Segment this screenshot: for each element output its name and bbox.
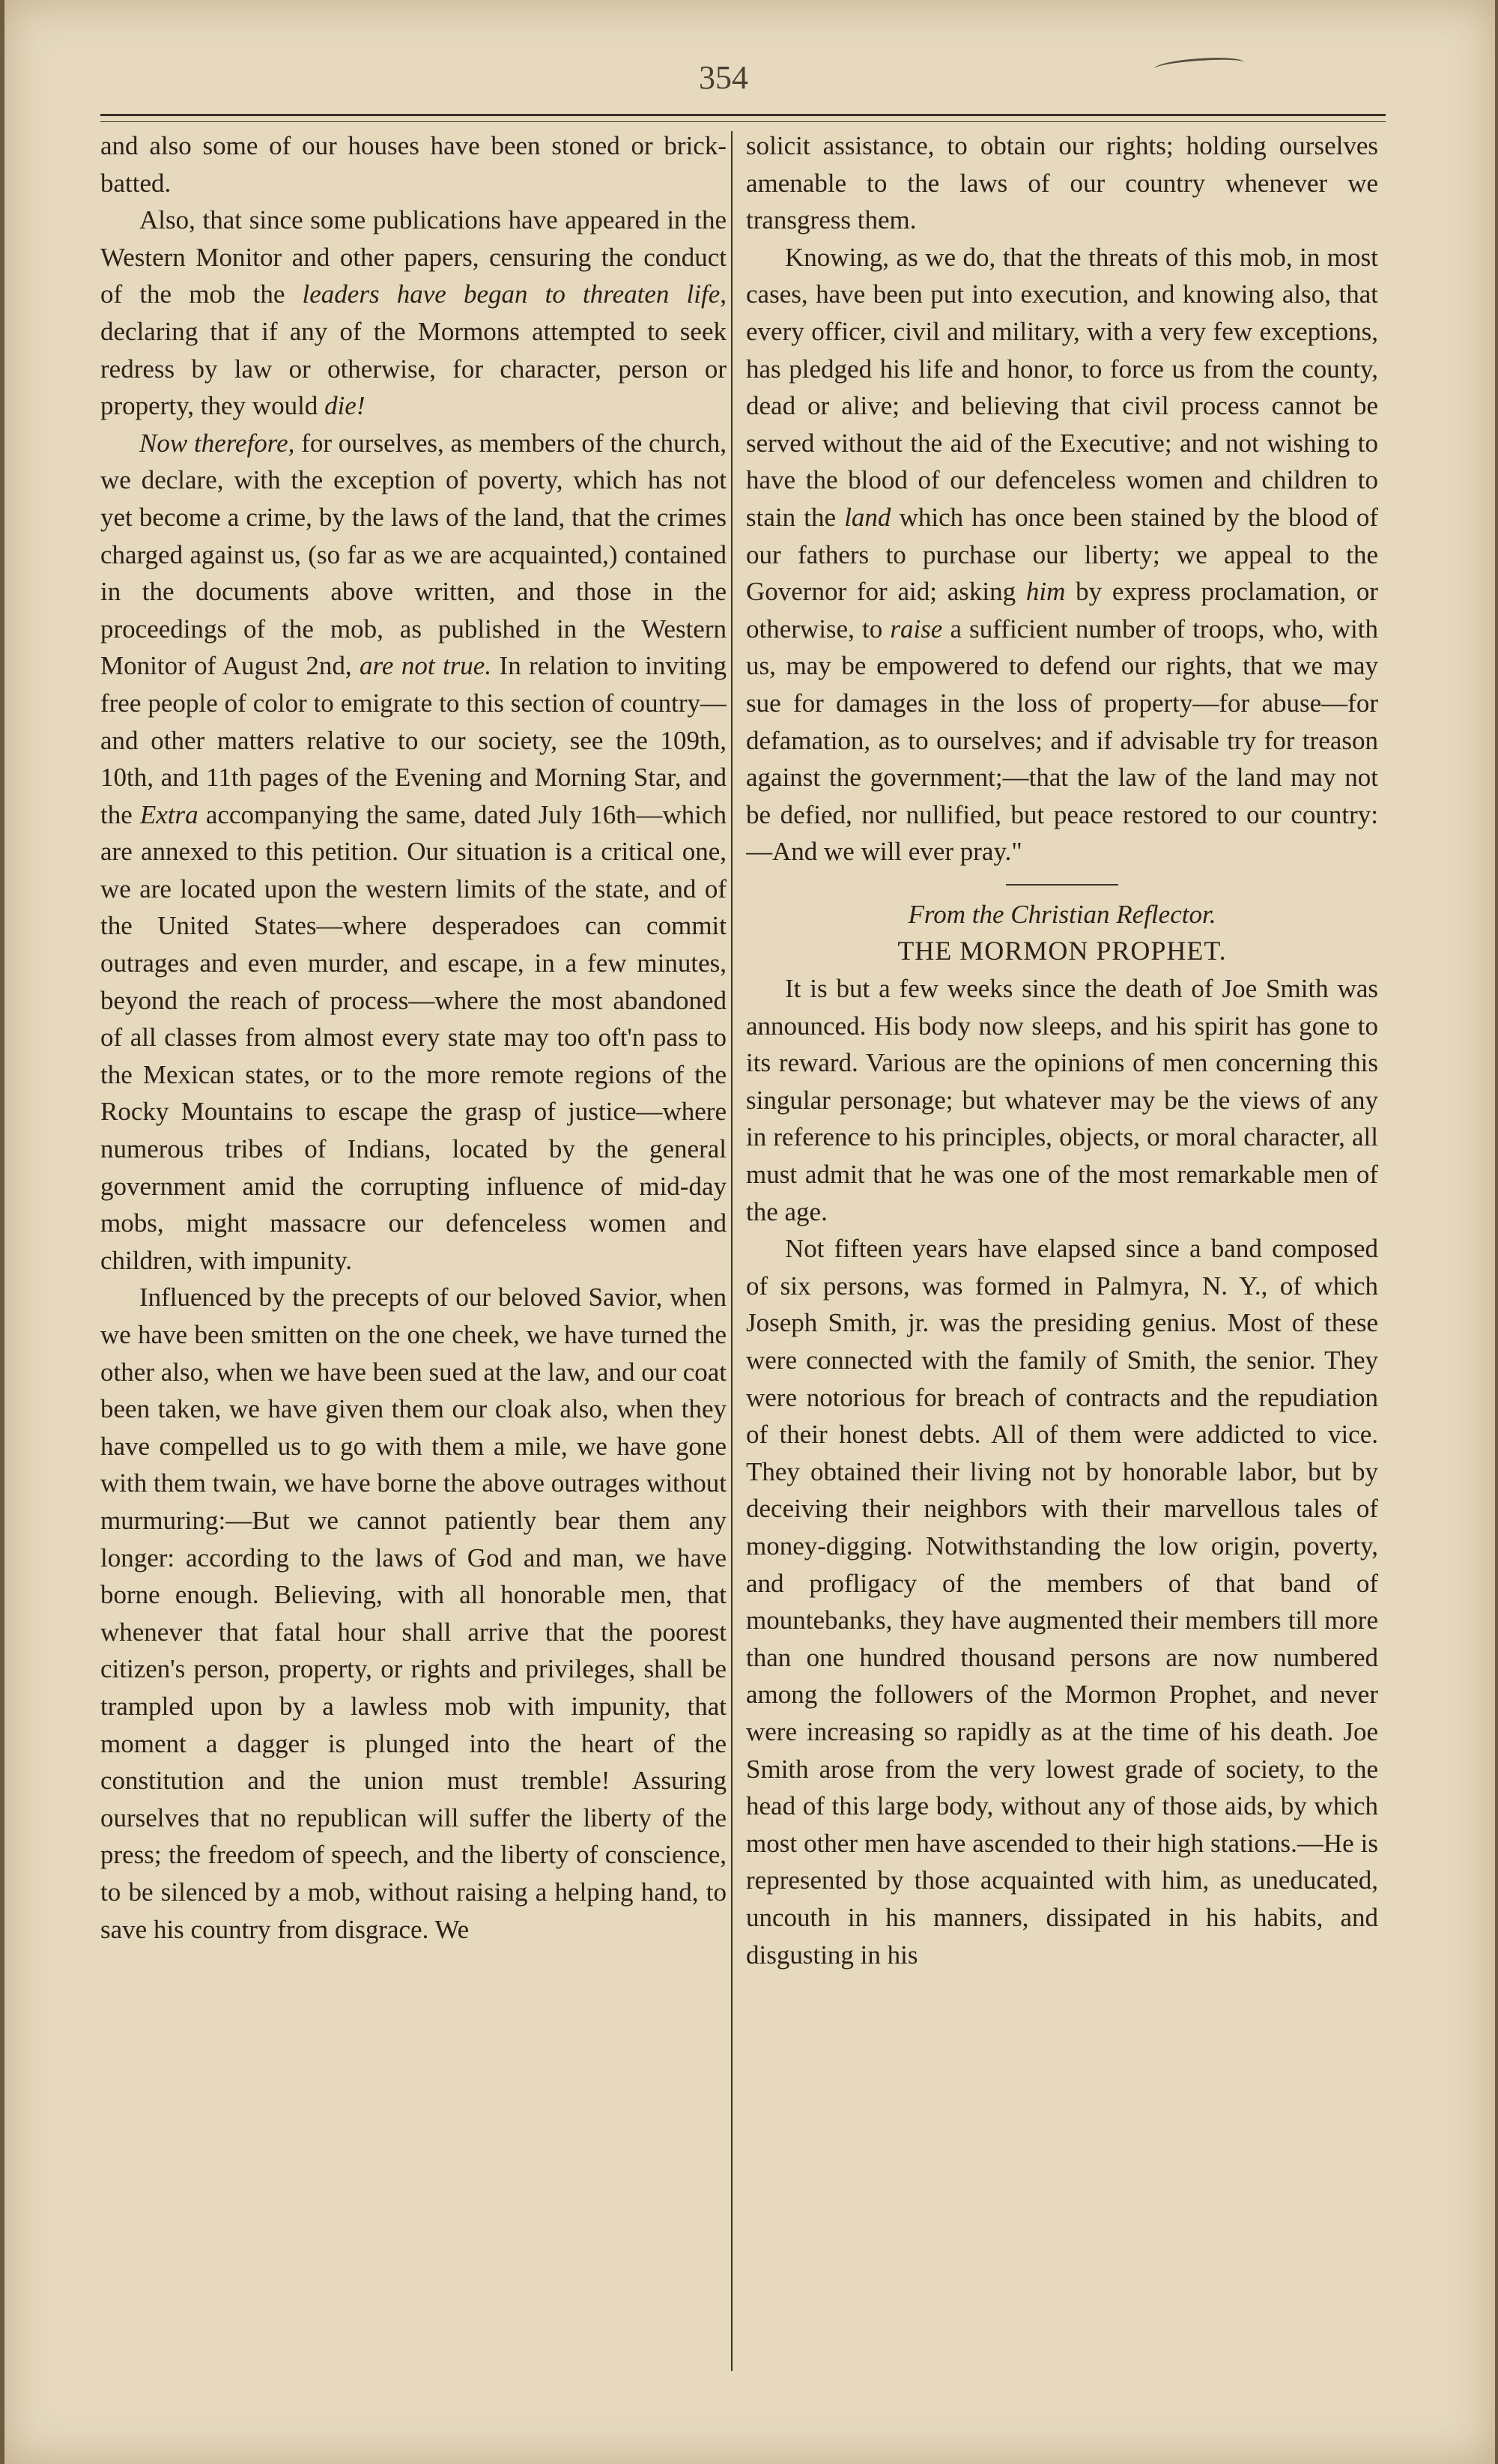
text: Not fifteen years have elapsed since a band composed of six persons, was formed in Palmyra, N. Y., of which Joseph Smith, jr. was the presiding genius. Most of these were connected with the family of Smith, the senior. They were notorious for breach of contracts and the repudiation of their honest debts. All of them were addicted to vice. They obtained their living not by honorable labor, but by deceiving their neighbors with their marvellous tales of money-digging. Notwithstanding the low origin, poverty, and profligacy of the members of that band of mountebanks, they have augmented their members till more than one hundred thousand persons are now numbered among the followers of the Mormon Prophet, and never were increasing so rapidly as at the time of his death. Joe Smith arose from the very lowest grade of society, to the head of this large body, without any of those aids, by which most other men have ascended to their high stations.—He is represented by those acquainted with him, as uneducated, uncouth in his manners, dissipated in his habits, and disgusting in his — [746, 1234, 1378, 1970]
paragraph — [100, 1279, 727, 1948]
right-column — [746, 127, 1378, 2397]
italic-text: are not true. — [360, 651, 492, 681]
text: In relation to inviting free people of color to emigrate to this section of country—and other matters relative to our society, see the 109th, 10th, and 11th pages of the Evening and Morning Star, and the — [100, 651, 727, 829]
text: Knowing, as we do, that the threats of this mob, in most cases, have been put into execution, and knowing also, that every officer, civil and military, with a very few exceptions, has pledged his life and honor, to force us from the county, dead or alive; and believing that civil process cannot be served without the aid of the Executive; and not wishing to have the blood of our defenceless women and children to stain the — [746, 242, 1378, 532]
article-headline: THE MORMON PROPHET. — [897, 936, 1227, 966]
text: Influenced by the precepts of our beloved Savior, when we have been smitten on the one cheek, we have turned the other also, when we have been sued at the law, and our coat been taken, we have given them our cloak also, when they have compelled us to go with them a mile, we have gone with them twain, we have borne the above outrages without murmuring:—But we cannot patiently bear them any longer: according to the laws of God and man, we have borne enough. Believing, with all honorable men, that whenever that fatal hour shall arrive that the poorest citizen's person, property, or rights and privileges, shall be trampled upon by a lawless mob with impunity, that moment a dagger is plunged into the heart of the constitution and the union must tremble! Assuring ourselves that no republican will suffer the liberty of the press; the freedom of speech, and the liberty of conscience, to be silenced by a mob, without raising a helping hand, to save his country from disgrace. We — [100, 1283, 727, 1944]
paragraph — [100, 425, 727, 1280]
text: and also some of our houses have been stoned or brick-batted. — [100, 131, 727, 198]
newspaper-page — [4, 0, 1495, 2464]
paragraph — [746, 239, 1378, 871]
text: , declaring that if any of the Mormons attempted to seek redress by law or otherwise, for character, person or property, they would — [100, 279, 727, 421]
text: It is but a few weeks since the death of Joe Smith was announced. His body now sleeps, and his spirit has gone to its reward. Various are the opinions of men concerning this singular personage; but whatever may be the views of any in reference to his principles, objects, or moral character, all must admit that he was one of the most remarkable men of the age. — [746, 974, 1378, 1226]
text: solicit assistance, to obtain our rights; holding ourselves amenable to the laws of our country whenever we transgress them. — [746, 131, 1378, 235]
column-divider — [731, 131, 733, 2371]
paragraph — [746, 1230, 1378, 1973]
text: accompanying the same, dated July 16th—which are annexed to this petition. Our situation is a critical one, we are located upon the western limits of the state, and of the United States—where desperadoes can commit outrages and even murder, and escape, in a few minutes, beyond the reach of process—where the most abandoned of all classes from almost every state may too oft'n pass to the Mexican states, or to the more remote regions of the Rocky Mountains to escape the grasp of justice—where numerous tribes of Indians, located by the general government amid the corrupting influence of mid-day mobs, might massacre our defenceless women and children, with impunity. — [100, 799, 727, 1275]
paragraph — [100, 127, 727, 202]
text: by express proclamation, or otherwise, to — [746, 577, 1378, 644]
section-divider — [1006, 884, 1118, 886]
page-number: 354 — [699, 59, 748, 96]
text: which has once been stained by the blood of our fathers to purchase our liberty; we appeal to the Governor for aid; asking — [746, 502, 1378, 607]
text: for ourselves, as members of the church, we declare, with the exception of poverty, which has not yet become a crime, by the laws of the land, that the crimes charged against us, (so far as we are acquainted,) contained in the documents above written, and those in the proceedings of the mob, as published in the Western Monitor of August 2nd, — [100, 428, 727, 681]
italic-text: raise — [890, 614, 943, 644]
italic-text: die! — [324, 391, 366, 421]
left-column — [100, 127, 727, 2397]
italic-text: leaders have began to threaten life — [302, 279, 721, 309]
paragraph — [746, 970, 1378, 1230]
text: Also, that since some publications have appeared in the Western Monitor and other papers, censuring the conduct of the mob the — [100, 205, 727, 309]
top-rule-thin — [100, 121, 1386, 122]
top-rule — [100, 114, 1386, 116]
italic-text: Now therefore, — [139, 428, 295, 458]
paragraph — [746, 127, 1378, 239]
italic-text: him — [1025, 577, 1066, 607]
text: a sufficient number of troops, who, with us, may be empowered to defend our rights, that we may sue for damages in the loss of property—for abuse—for defamation, as to ourselves; and if advisable try for treason against the government;—that the law of the land may not be defied, nor nullified, but peace restored to our country:—And we will ever pray." — [746, 614, 1378, 867]
article-source: From the Christian Reflector. — [908, 899, 1216, 929]
italic-text: land — [844, 502, 891, 532]
italic-text: Extra — [139, 799, 198, 829]
pen-mark — [1153, 55, 1244, 76]
paragraph — [100, 202, 727, 425]
